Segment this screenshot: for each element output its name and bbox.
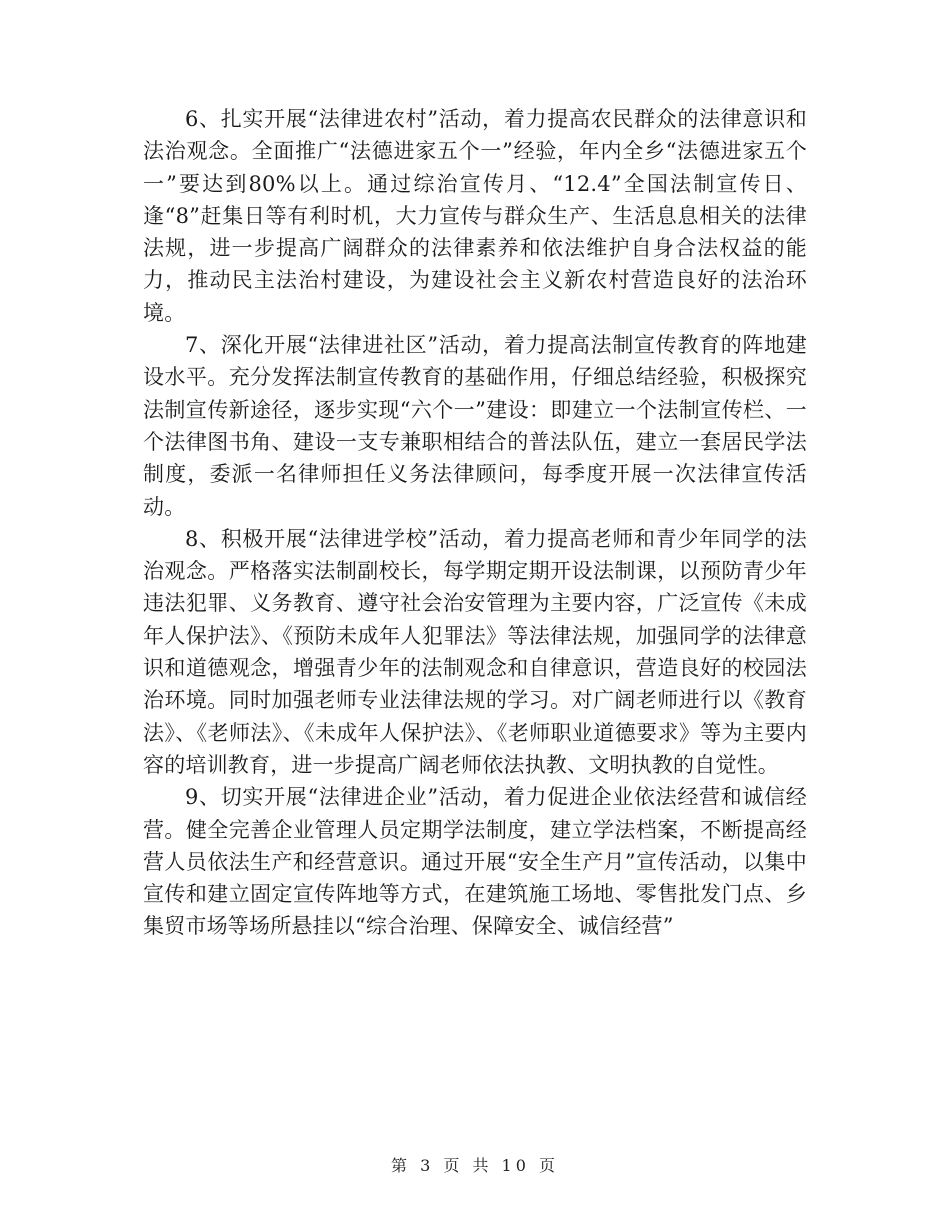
page-number-label: 第 3 页 共 10 页 — [391, 1156, 559, 1175]
page-footer — [0, 1153, 950, 1176]
page-body — [143, 103, 807, 943]
paragraph-7: 7、深化开展“法律进社区”活动，着力提高法制宣传教育的阵地建设水平。充分发挥法制宣传教育的基础作用，仔细总结经验，积极探究法制宣传新途径，逐步实现“六个一”建设：即建立一个法制宣传栏、一个法律图书角、建设一支专兼职相结合的普法队伍，建立一套居民学法制度，委派一名律师担任义务法律顾问，每季度开展一次法律宣传活动。 — [143, 333, 807, 519]
paragraph-6: 6、扎实开展“法律进农村”活动，着力提高农民群众的法律意识和法治观念。全面推广“法德进家五个一”经验，年内全乡“法德进家五个一”要达到80%以上。通过综治宣传月、“12.4”全国法制宣传日、逢“8”赶集日等有利时机，大力宣传与群众生产、生活息息相关的法律法规，进一步提高广阔群众的法律素养和依法维护自身合法权益的能力，推动民主法治村建设，为建设社会主义新农村营造良好的法治环境。 — [143, 107, 807, 325]
paragraph-9: 9、切实开展“法律进企业”活动，着力促进企业依法经营和诚信经营。健全完善企业管理人员定期学法制度，建立学法档案，不断提高经营人员依法生产和经营意识。通过开展“安全生产月”宣传活动，以集中宣传和建立固定宣传阵地等方式，在建筑施工场地、零售批发门点、乡集贸市场等场所悬挂以“综合治理、保障安全、诚信经营” — [143, 785, 807, 939]
paragraph-8: 8、积极开展“法律进学校”活动，着力提高老师和青少年同学的法治观念。严格落实法制副校长，每学期定期开设法制课，以预防青少年违法犯罪、义务教育、遵守社会治安管理为主要内容，广泛宣传《未成年人保护法》、《预防未成年人犯罪法》等法律法规，加强同学的法律意识和道德观念，增强青少年的法制观念和自律意识，营造良好的校园法治环境。同时加强老师专业法律法规的学习。对广阔老师进行以《教育法》、《老师法》、《未成年人保护法》、《老师职业道德要求》等为主要内容的培训教育，进一步提高广阔老师依法执教、文明执教的自觉性。 — [143, 526, 807, 777]
